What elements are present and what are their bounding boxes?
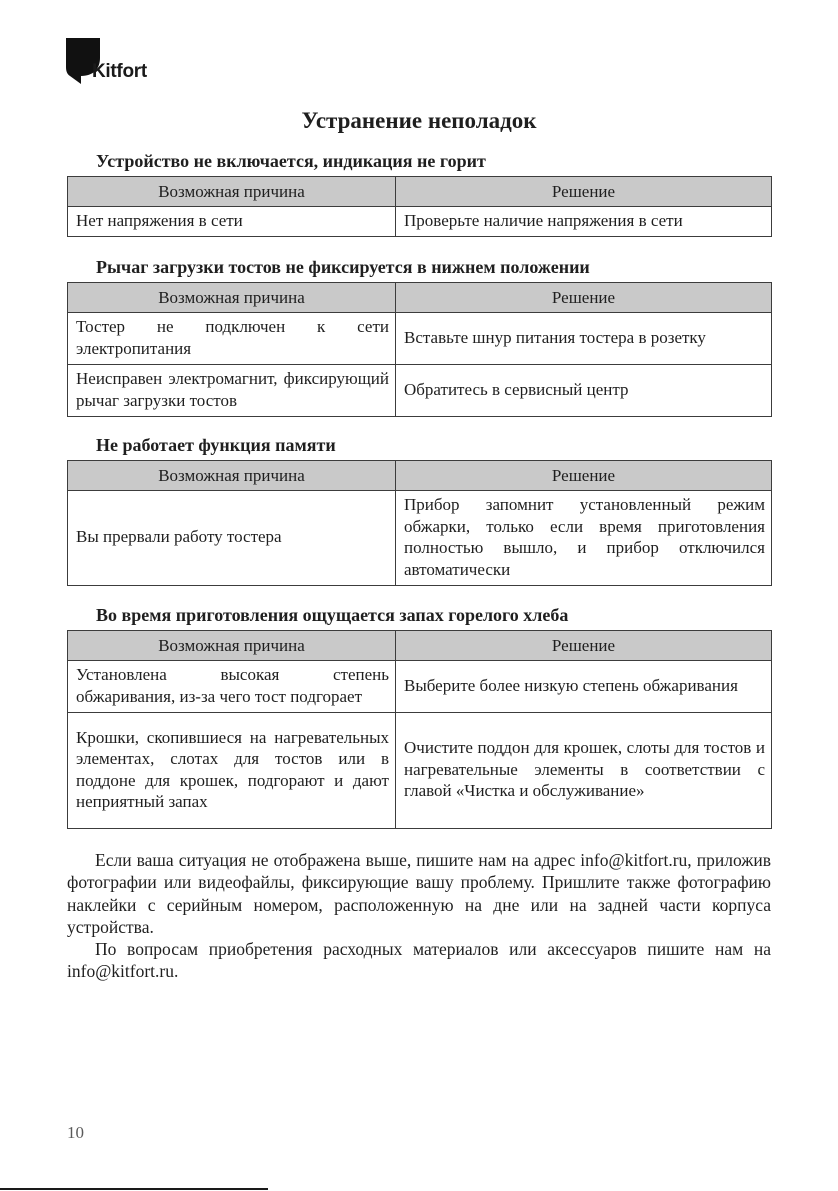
column-header-solution: Решение bbox=[396, 631, 772, 661]
column-header-cause: Возможная причина bbox=[68, 631, 396, 661]
troubleshooting-table-memory bbox=[67, 460, 772, 586]
section-heading-memory: Не работает функция памяти bbox=[96, 435, 336, 455]
troubleshooting-table-lever bbox=[67, 282, 772, 417]
table-header-row bbox=[68, 177, 772, 207]
cause-cell: Тостер не подключен к сети электропитания bbox=[68, 313, 396, 365]
column-header-cause: Возможная причина bbox=[68, 461, 396, 491]
cause-cell: Вы прервали работу тостера bbox=[68, 491, 396, 586]
column-header-solution: Решение bbox=[396, 177, 772, 207]
cause-cell: Установлена высокая степень обжаривания, из-за чего тост подгорает bbox=[68, 661, 396, 713]
brand-logo bbox=[66, 38, 166, 88]
contact-paragraph: Если ваша ситуация не отображена выше, пишите нам на адрес info@kitfort.ru, приложив фотографии или видеофайлы, фиксирующие вашу проблему. Пришлите также фотографию наклейки с серийным номером, расположенную на дне или на задней части корпуса устройства. bbox=[67, 850, 771, 937]
troubleshooting-table-burnt-smell bbox=[67, 630, 772, 829]
table-header-row bbox=[68, 283, 772, 313]
section-heading-burnt-smell: Во время приготовления ощущается запах горелого хлеба bbox=[96, 605, 569, 625]
table-header-row bbox=[68, 631, 772, 661]
section-heading-lever: Рычаг загрузки тостов не фиксируется в нижнем положении bbox=[96, 257, 590, 277]
solution-cell: Выберите более низкую степень обжаривания bbox=[396, 661, 772, 713]
cause-cell: Неисправен электромагнит, фиксирующий рычаг загрузки тостов bbox=[68, 365, 396, 417]
brand-name: Kitfort bbox=[92, 61, 147, 82]
table-row bbox=[68, 661, 772, 713]
accessories-paragraph: По вопросам приобретения расходных материалов или аксессуаров пишите нам на info@kitfort.ru. bbox=[67, 939, 771, 982]
troubleshooting-table-no-power bbox=[67, 176, 772, 237]
column-header-solution: Решение bbox=[396, 283, 772, 313]
solution-cell: Вставьте шнур питания тостера в розетку bbox=[396, 313, 772, 365]
table-row bbox=[68, 713, 772, 829]
table-row bbox=[68, 313, 772, 365]
cause-cell: Крошки, скопившиеся на нагревательных элементах, слотах для тостов или в поддоне для крошек, подгорают и дают неприятный запах bbox=[68, 713, 396, 829]
section-heading-no-power: Устройство не включается, индикация не горит bbox=[96, 151, 486, 171]
column-header-cause: Возможная причина bbox=[68, 177, 396, 207]
column-header-cause: Возможная причина bbox=[68, 283, 396, 313]
table-row bbox=[68, 207, 772, 237]
solution-cell: Обратитесь в сервисный центр bbox=[396, 365, 772, 417]
page-number: 10 bbox=[67, 1123, 84, 1142]
footer-rule bbox=[0, 1188, 268, 1190]
table-header-row bbox=[68, 461, 772, 491]
table-row bbox=[68, 365, 772, 417]
solution-cell: Проверьте наличие напряжения в сети bbox=[396, 207, 772, 237]
table-row bbox=[68, 491, 772, 586]
page-title: Устранение неполадок bbox=[301, 108, 537, 133]
solution-cell: Прибор запомнит установленный режим обжарки, только если время приготовления полностью вышло, и прибор отключился автоматически bbox=[396, 491, 772, 586]
solution-cell: Очистите поддон для крошек, слоты для тостов и нагревательные элементы в соответствии с главой «Чистка и обслуживание» bbox=[396, 713, 772, 829]
column-header-solution: Решение bbox=[396, 461, 772, 491]
cause-cell: Нет напряжения в сети bbox=[68, 207, 396, 237]
